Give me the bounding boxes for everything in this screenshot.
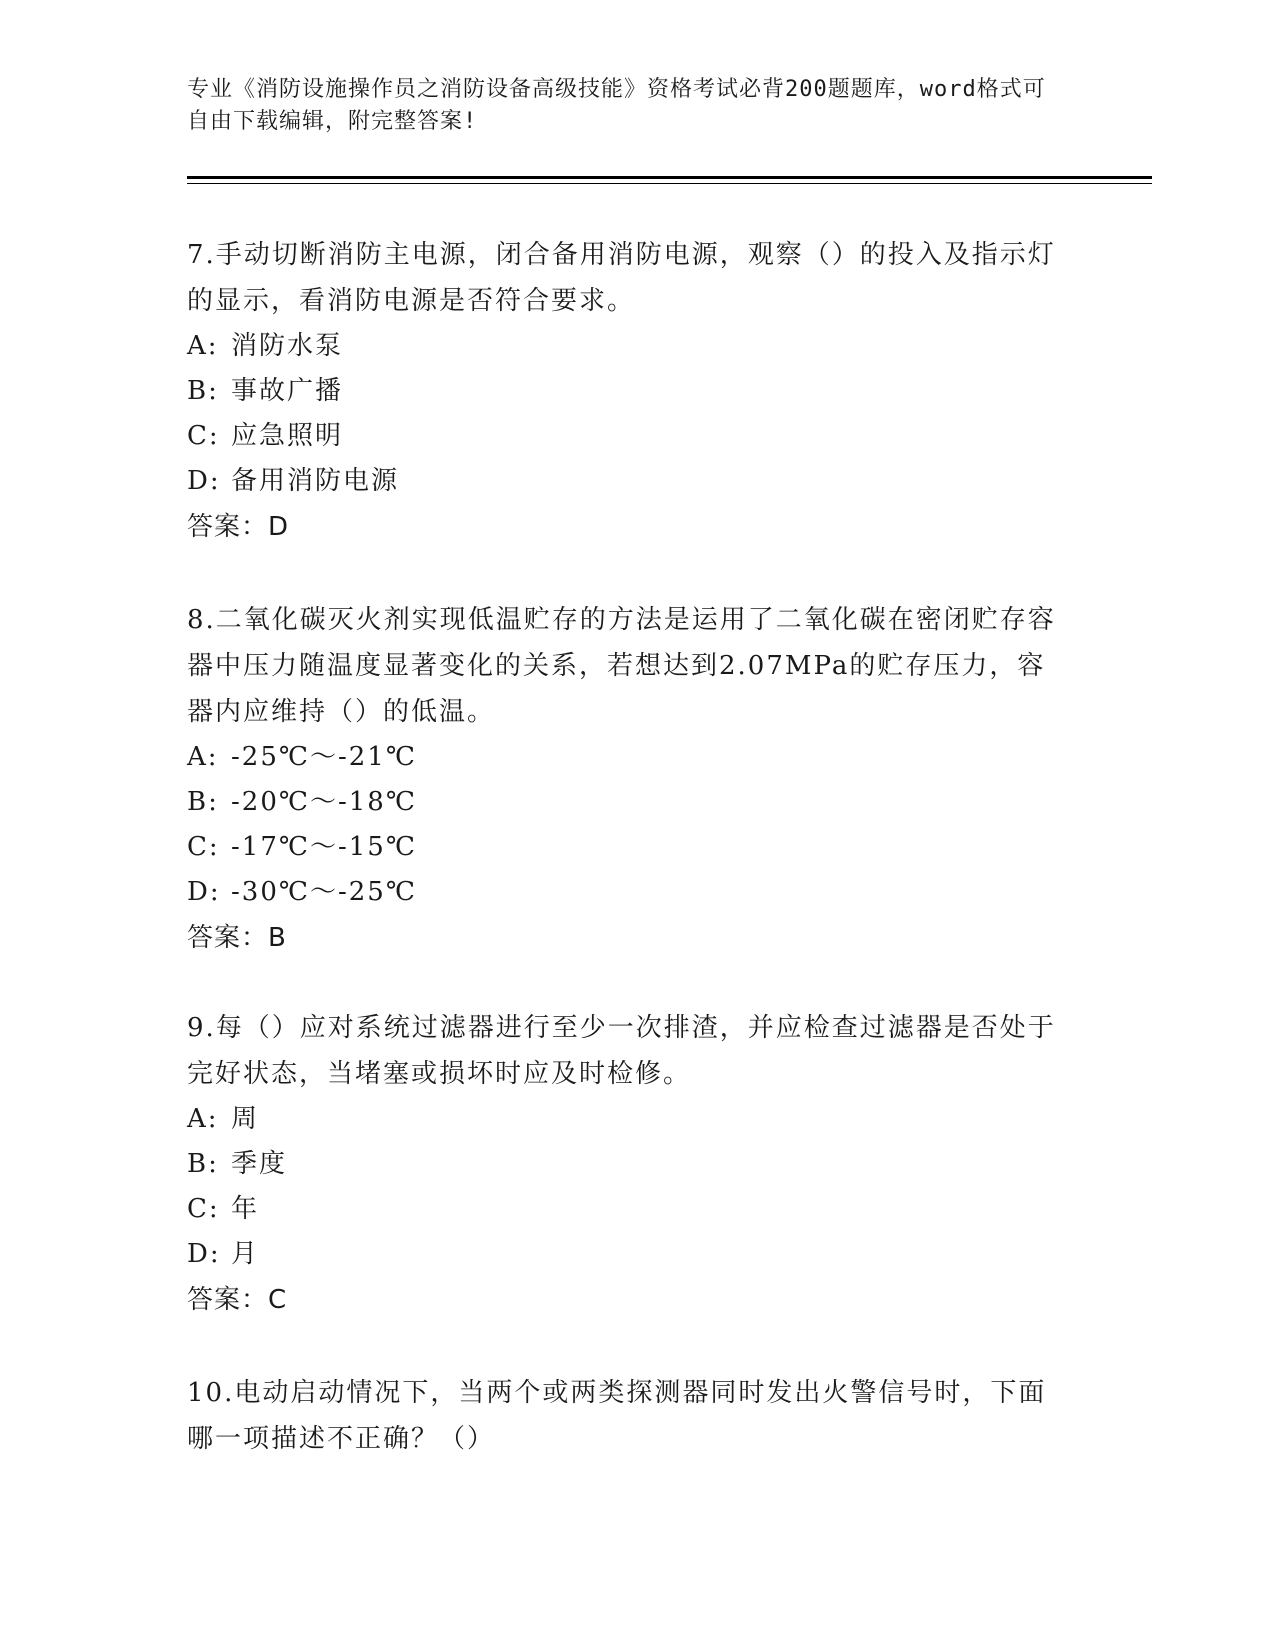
option-text: 应急照明	[231, 421, 344, 451]
document-header: 专业《消防设施操作员之消防设备高级技能》资格考试必背200题题库，word格式可自由下载编辑，附完整答案!	[187, 77, 1046, 134]
option-a	[187, 324, 1067, 369]
question-stem: 8.二氧化碳灭火剂实现低温贮存的方法是运用了二氧化碳在密闭贮存容器中压力随温度显著变化的关系，若想达到2.07MPa的贮存压力，容器内应维持（）的低温。	[187, 605, 1056, 727]
option-letter: B:	[187, 1149, 219, 1179]
option-b	[187, 1142, 1067, 1187]
option-a	[187, 735, 1067, 780]
option-letter: D:	[187, 466, 221, 496]
option-letter: D:	[187, 877, 221, 907]
option-letter: D:	[187, 1239, 221, 1269]
question-10	[187, 1370, 1067, 1462]
option-text: 月	[231, 1239, 260, 1269]
header-divider-thick	[187, 176, 1152, 179]
question-7	[187, 232, 1067, 550]
option-text: 事故广播	[231, 376, 344, 406]
option-text: 年	[231, 1194, 260, 1224]
option-text: -20℃～-18℃	[231, 787, 417, 817]
option-c	[187, 1187, 1067, 1232]
question-stem: 9.每（）应对系统过滤器进行至少一次排渣，并应检查过滤器是否处于完好状态，当堵塞或损坏时应及时检修。	[187, 1013, 1056, 1089]
option-d	[187, 459, 1067, 504]
option-c	[187, 414, 1067, 459]
option-b	[187, 780, 1067, 825]
question-stem: 7.手动切断消防主电源，闭合备用消防电源，观察（）的投入及指示灯的显示，看消防电源是否符合要求。	[187, 240, 1056, 316]
option-text: -17℃～-15℃	[231, 832, 417, 862]
option-letter: C:	[187, 421, 220, 451]
question-stem: 10.电动启动情况下，当两个或两类探测器同时发出火警信号时，下面哪一项描述不正确？（）	[187, 1378, 1047, 1454]
header-divider-thin	[187, 183, 1152, 184]
question-9	[187, 1005, 1067, 1323]
option-text: -30℃～-25℃	[231, 877, 417, 907]
option-d	[187, 1232, 1067, 1277]
option-letter: C:	[187, 832, 220, 862]
option-c	[187, 825, 1067, 870]
option-text: 周	[231, 1104, 260, 1134]
option-text: 消防水泵	[231, 331, 344, 361]
option-letter: C:	[187, 1194, 220, 1224]
option-b	[187, 369, 1067, 414]
option-letter: A:	[187, 1104, 219, 1134]
answer-line: 答案：B	[187, 923, 287, 953]
option-text: 季度	[231, 1149, 288, 1179]
option-letter: A:	[187, 331, 219, 361]
option-letter: A:	[187, 742, 219, 772]
option-text: -25℃～-21℃	[231, 742, 417, 772]
option-letter: B:	[187, 376, 219, 406]
option-d	[187, 870, 1067, 915]
option-letter: B:	[187, 787, 219, 817]
answer-line: 答案：D	[187, 512, 290, 542]
answer-line: 答案：C	[187, 1285, 288, 1315]
option-a	[187, 1097, 1067, 1142]
question-8	[187, 597, 1067, 961]
option-text: 备用消防电源	[231, 466, 400, 496]
